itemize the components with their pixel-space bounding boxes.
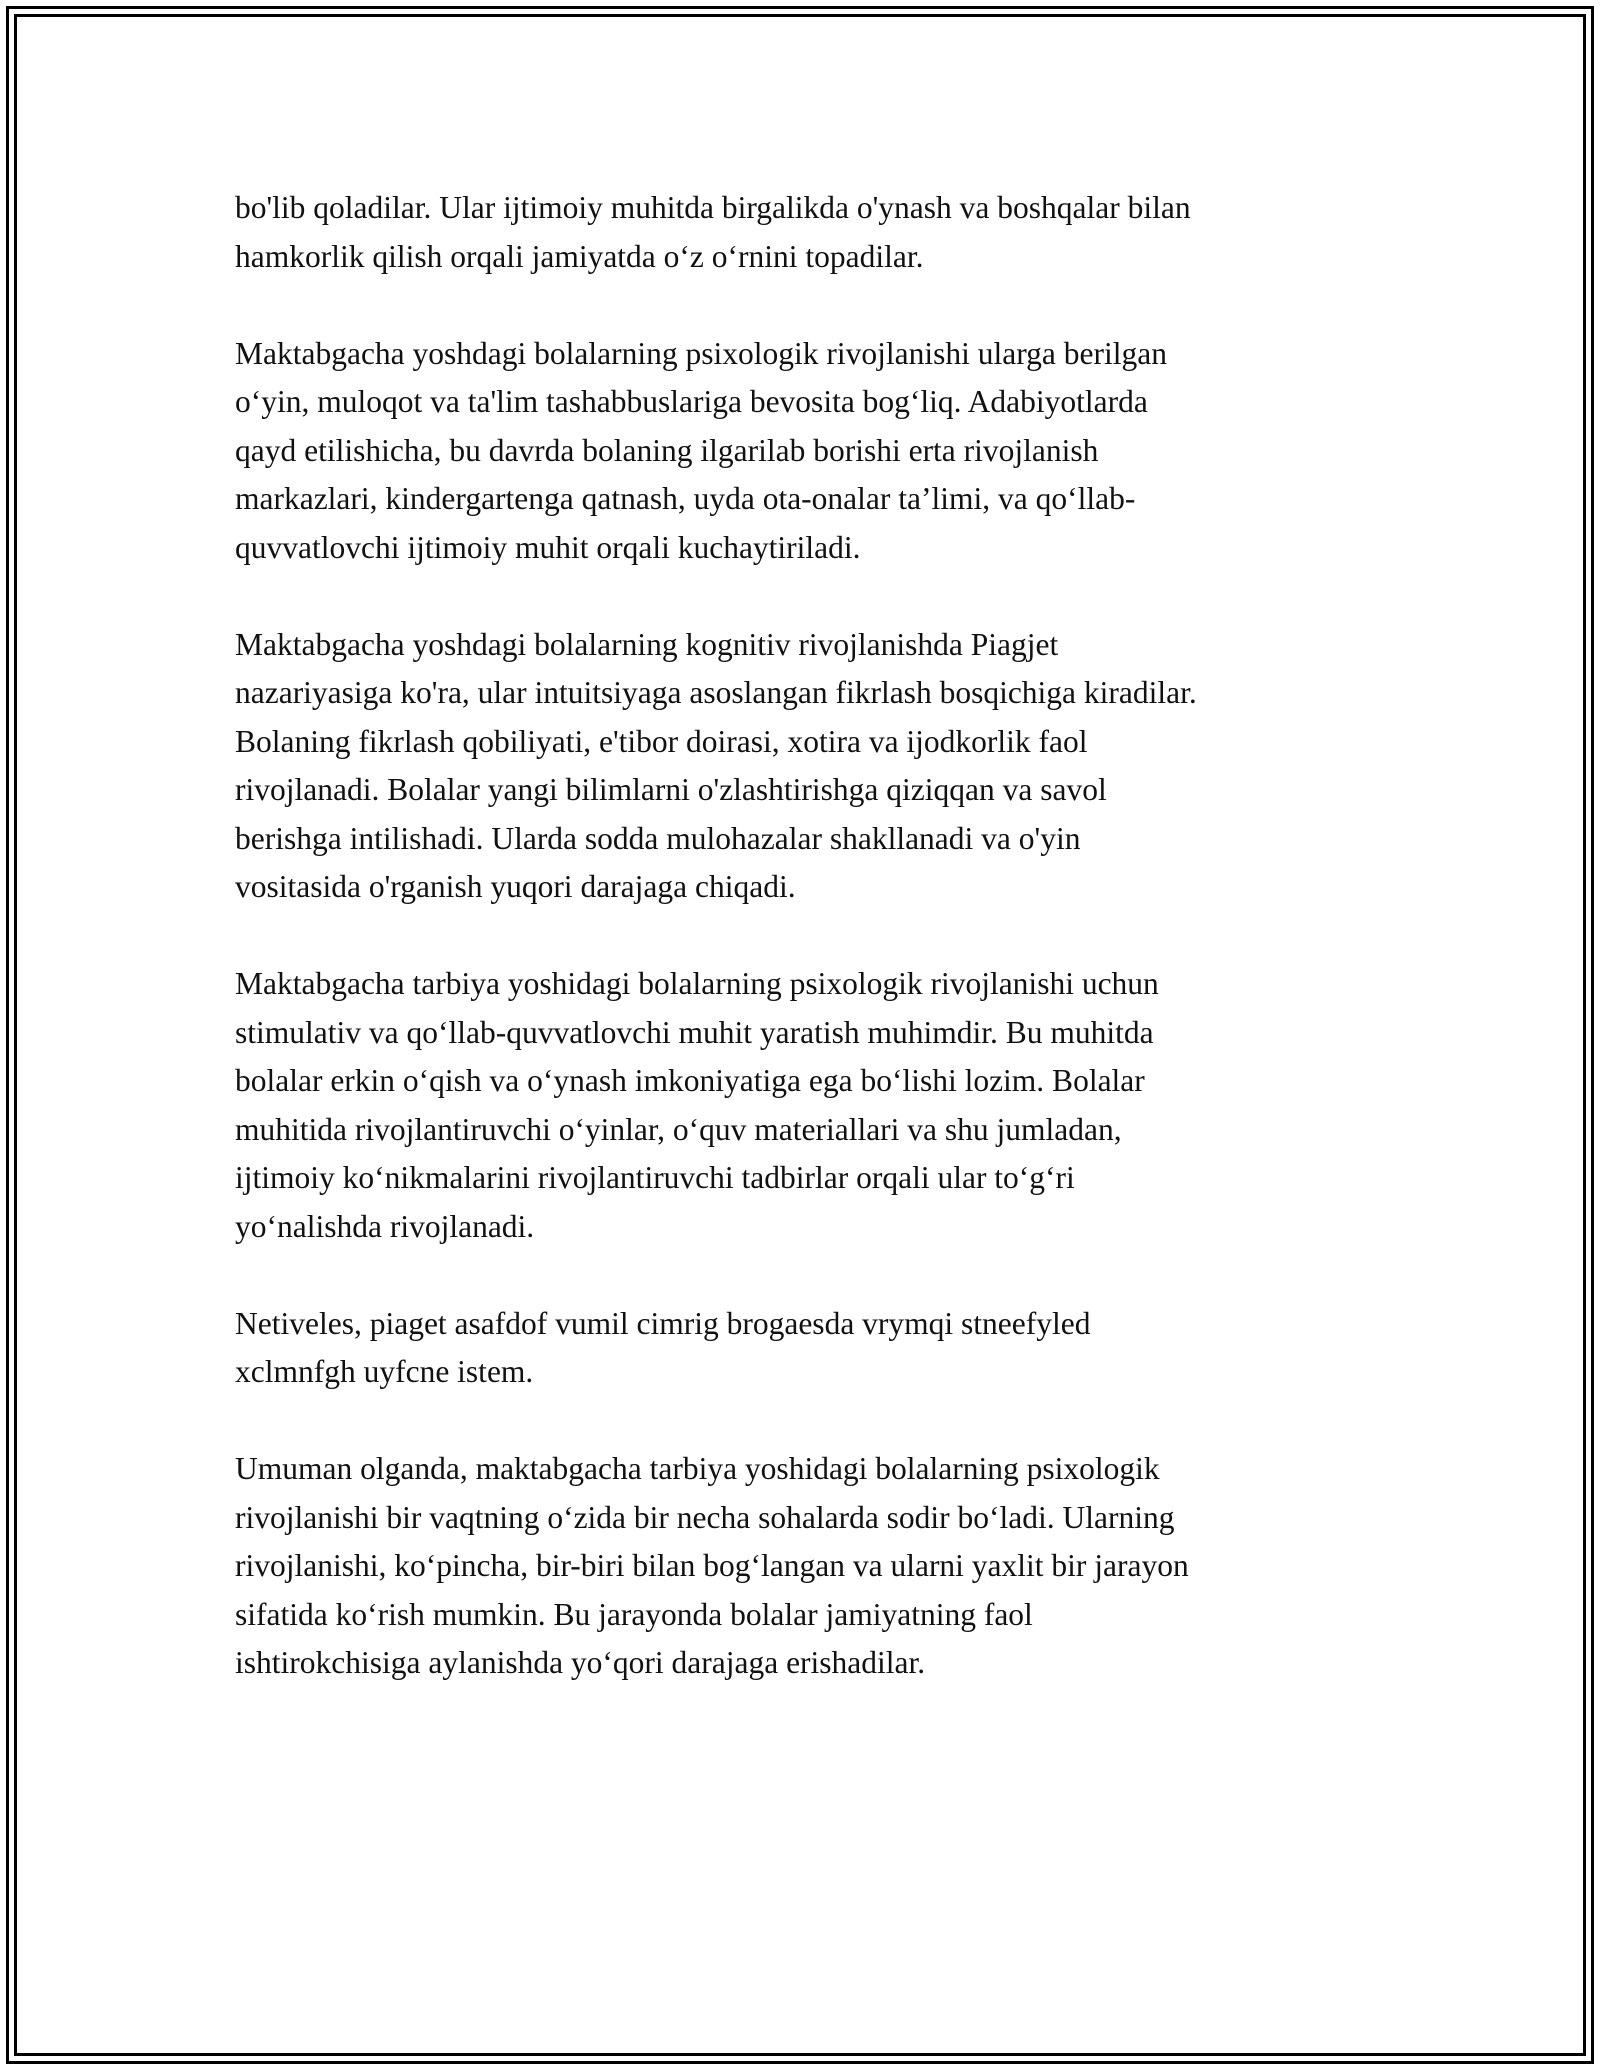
text-line: rivojlanadi. Bolalar yangi bilimlarni o'zlashtirishga qiziqqan va savol xyxy=(235,772,1107,807)
paragraph xyxy=(235,1300,1365,1397)
document-body xyxy=(235,184,1365,1688)
text-line: Maktabgacha tarbiya yoshidagi bolalarning psixologik rivojlanishi uchun xyxy=(235,966,1159,1001)
text-line: qayd etilishicha, bu davrda bolaning ilgarilab borishi erta rivojlanish xyxy=(235,432,1099,468)
text-line: ishtirokchisiga aylanishda yo‘qori darajaga erishadilar. xyxy=(235,1645,926,1680)
paragraph xyxy=(235,621,1365,912)
text-line: Umuman olganda, maktabgacha tarbiya yoshidagi bolalarning psixologik xyxy=(235,1451,1160,1486)
text-line: rivojlanishi bir vaqtning o‘zida bir necha sohalarda sodir bo‘ladi. Ularning xyxy=(235,1499,1175,1535)
text-line: hamkorlik qilish orqali jamiyatda o‘z o‘rnini topadilar. xyxy=(235,238,924,274)
text-line: vositasida o'rganish yuqori darajaga chiqadi. xyxy=(235,869,796,904)
paragraph xyxy=(235,184,1365,281)
text-line: sifatida ko‘rish mumkin. Bu jarayonda bolalar jamiyatning faol xyxy=(235,1596,1033,1632)
text-line: Bolaning fikrlash qobiliyati, e'tibor doirasi, xotira va ijodkorlik faol xyxy=(235,723,1088,759)
paragraph xyxy=(235,960,1365,1251)
text-line: rivojlanishi, ko‘pincha, bir-biri bilan bog‘langan va ularni yaxlit bir jarayon xyxy=(235,1548,1189,1583)
text-line: o‘yin, muloqot va ta'lim tashabbuslariga bevosita bog‘liq. Adabiyotlarda xyxy=(235,384,1148,419)
paragraph xyxy=(235,330,1365,573)
text-line: yo‘nalishda rivojlanadi. xyxy=(235,1208,535,1244)
text-line: ijtimoiy ko‘nikmalarini rivojlantiruvchi tadbirlar orqali ular to‘g‘ri xyxy=(235,1160,1075,1195)
text-line: stimulativ va qo‘llab-quvvatlovchi muhit yaratish muhimdir. Bu muhitda xyxy=(235,1014,1154,1050)
text-line: markazlari, kindergartenga qatnash, uyda ota-onalar ta’limi, va qo‘llab- xyxy=(235,481,1136,516)
text-line: bolalar erkin o‘qish va o‘ynash imkoniyatiga ega bo‘lishi lozim. Bolalar xyxy=(235,1063,1145,1098)
paragraph xyxy=(235,1445,1365,1688)
text-line: xclmnfgh uyfcne istem. xyxy=(235,1354,534,1389)
text-line: Maktabgacha yoshdagi bolalarning psixologik rivojlanishi ularga berilgan xyxy=(235,335,1167,371)
text-line: Maktabgacha yoshdagi bolalarning kognitiv rivojlanishda Piagjet xyxy=(235,626,1059,662)
text-line: berishga intilishadi. Ularda sodda mulohazalar shakllanadi va o'yin xyxy=(235,820,1081,856)
text-line: nazariyasiga ko'ra, ular intuitsiyaga asoslangan fikrlash bosqichiga kiradilar. xyxy=(235,675,1197,710)
text-line: quvvatlovchi ijtimoiy muhit orqali kuchaytiriladi. xyxy=(235,529,861,565)
text-line: bo'lib qoladilar. Ular ijtimoiy muhitda birgalikda o'ynash va boshqalar bilan xyxy=(235,190,1191,225)
text-line: muhitida rivojlantiruvchi o‘yinlar, o‘quv materiallari va shu jumladan, xyxy=(235,1111,1122,1147)
text-line: Netiveles, piaget asafdof vumil cimrig brogaesda vrymqi stneefyled xyxy=(235,1305,1091,1341)
